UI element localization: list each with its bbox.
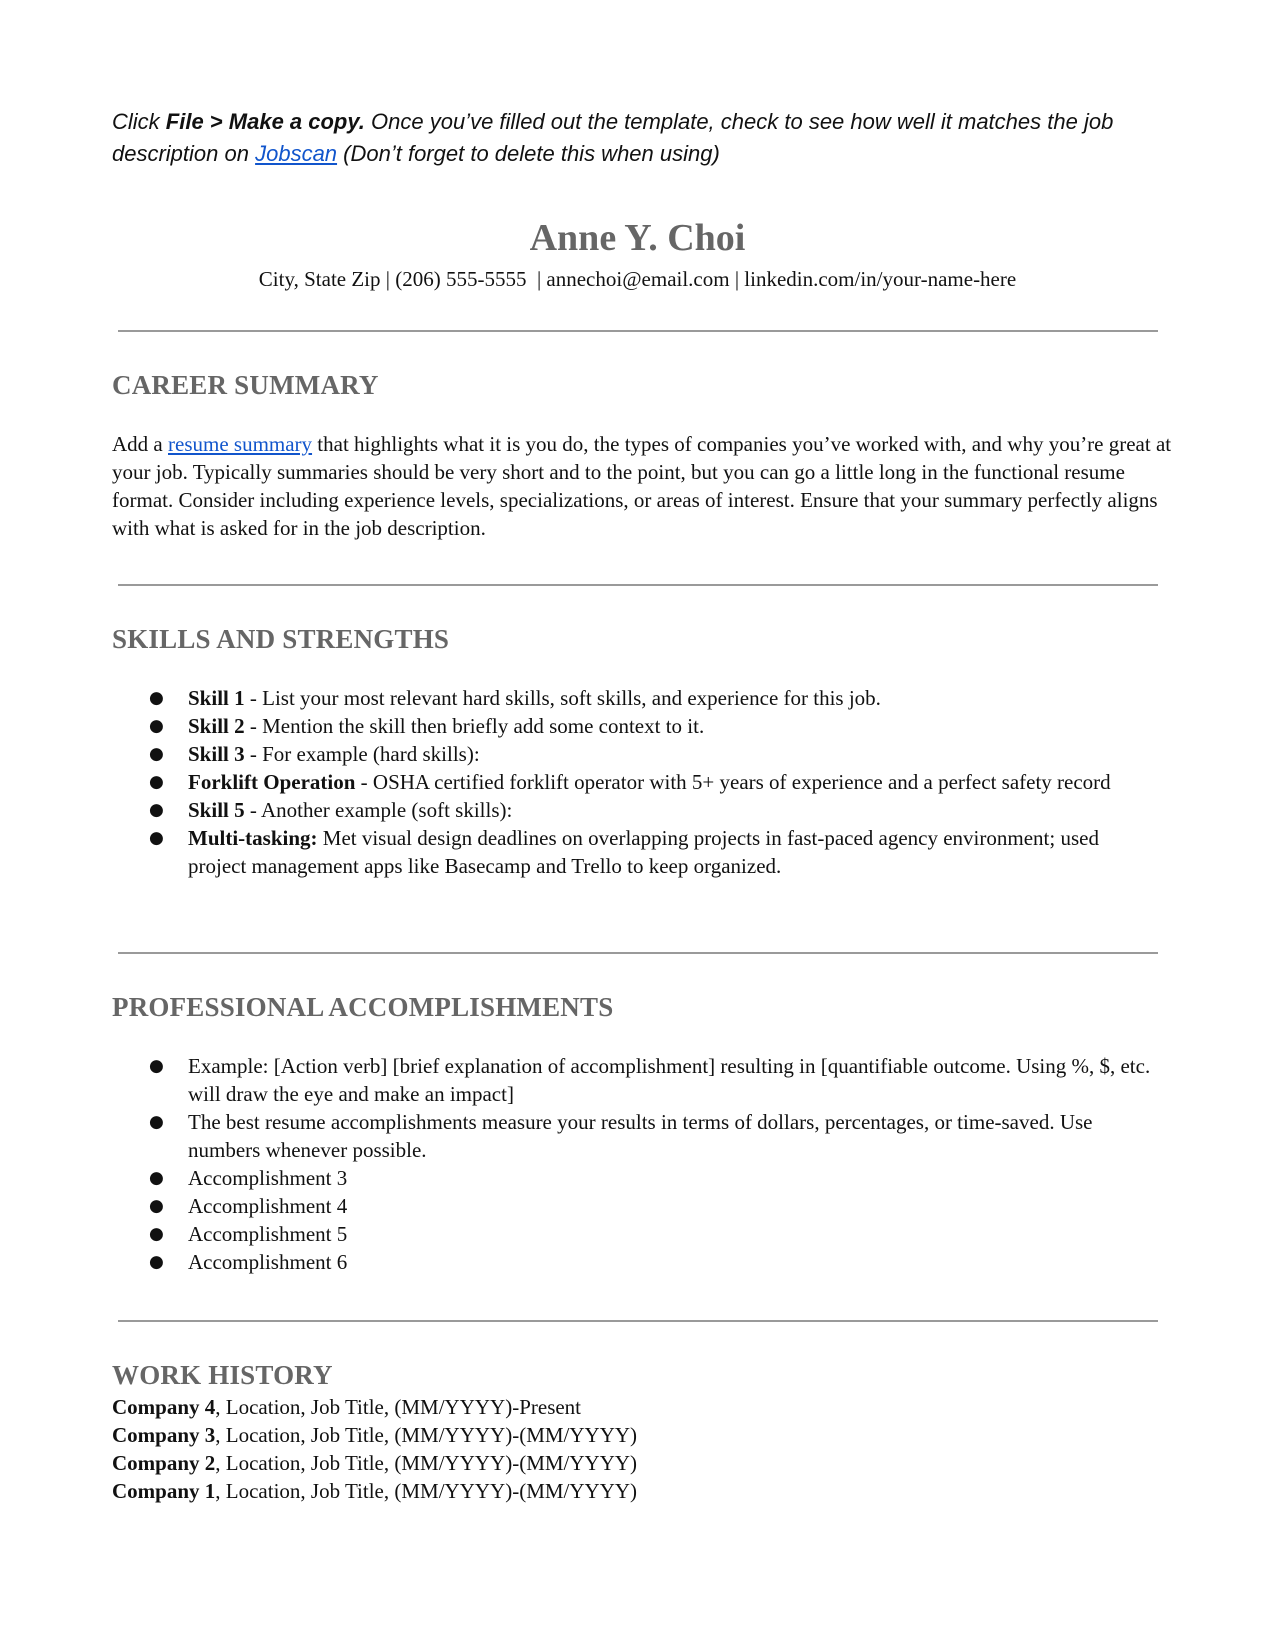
bullet: ● (149, 1056, 164, 1076)
template-instruction (112, 106, 1172, 170)
work-details: , Location, Job Title, (MM/YYYY)-(MM/YYYY) (215, 1451, 638, 1475)
list-item (112, 824, 1158, 880)
contact-line: City, State Zip | (206) 555-5555 | annechoi@email.com | linkedin.com/in/your-name-here (258, 267, 1017, 291)
work-details: , Location, Job Title, (MM/YYYY)-(MM/YYYY) (215, 1423, 638, 1447)
skill-description: - For example (hard skills): (244, 742, 480, 766)
company-name: Company 1 (112, 1479, 216, 1503)
list-item (112, 684, 1158, 712)
bullet: ● (149, 800, 164, 820)
company-name: Company 4 (112, 1395, 216, 1419)
list-item (112, 740, 1158, 768)
bullet: ● (149, 1252, 164, 1272)
list-item (112, 712, 1158, 740)
instruction-text-1: Click (112, 109, 166, 134)
list-item (112, 796, 1158, 824)
summary-text-before: Add a (112, 432, 168, 456)
accomplishment-text: Example: [Action verb] [brief explanation of accomplishment] resulting in [quantifiable outcome. Using %, $, etc. will draw the eye and make an impact] (188, 1054, 1151, 1106)
bullet: ● (149, 688, 164, 708)
career-summary-heading: CAREER SUMMARY (112, 370, 379, 400)
list-item (112, 768, 1158, 796)
skill-description: - Mention the skill then briefly add some context to it. (244, 714, 705, 738)
accomplishment-text: Accomplishment 4 (188, 1194, 348, 1218)
accomplishment-text: Accomplishment 6 (188, 1250, 348, 1274)
skill-description: - OSHA certified forklift operator with 5+ years of experience and a perfect safety record (355, 770, 1111, 794)
bullet: ● (149, 828, 164, 848)
work-entry (112, 1393, 581, 1421)
instruction-make-copy: Make a copy. (228, 109, 365, 134)
resume-summary-link[interactable]: resume summary (168, 432, 313, 456)
skills-heading: SKILLS AND STRENGTHS (112, 624, 450, 654)
bullet: ● (149, 716, 164, 736)
divider (118, 584, 1158, 586)
list-item (112, 1164, 1158, 1192)
instruction-text-3: (Don’t forget to delete this when using) (337, 141, 720, 166)
accomplishments-heading: PROFESSIONAL ACCOMPLISHMENTS (112, 992, 614, 1022)
skill-name: Skill 1 (188, 686, 245, 710)
skill-name: Skill 2 (188, 714, 245, 738)
work-details: , Location, Job Title, (MM/YYYY)-(MM/YYYY) (215, 1479, 638, 1503)
instruction-text-2: Once you’ve filled out the template, check to see how well it matches the job description on (112, 109, 1114, 166)
skill-name: Forklift Operation (188, 770, 356, 794)
skills-list (112, 684, 1172, 880)
work-entry (112, 1449, 637, 1477)
list-item (112, 1248, 1158, 1276)
bullet: ● (149, 1168, 164, 1188)
skill-description: Met visual design deadlines on overlapping projects in fast-paced agency environment; used project management apps like Basecamp and Trello to keep organized. (188, 826, 1099, 878)
jobscan-link[interactable]: Jobscan (255, 141, 338, 166)
work-details: , Location, Job Title, (MM/YYYY)-Present (215, 1395, 582, 1419)
bullet: ● (149, 744, 164, 764)
company-name: Company 3 (112, 1423, 216, 1447)
list-item (112, 1108, 1158, 1164)
bullet: ● (149, 1112, 164, 1132)
divider (118, 952, 1158, 954)
bullet: ● (149, 1224, 164, 1244)
company-name: Company 2 (112, 1451, 216, 1475)
list-item (112, 1052, 1158, 1108)
skill-description: - Another example (soft skills): (244, 798, 513, 822)
list-item (112, 1192, 1158, 1220)
divider (118, 330, 1158, 332)
divider (118, 1320, 1158, 1322)
candidate-name: Anne Y. Choi (529, 217, 746, 259)
instruction-file: File > (165, 109, 229, 134)
list-item (112, 1220, 1158, 1248)
work-history-heading: WORK HISTORY (112, 1360, 333, 1390)
work-entry (112, 1477, 637, 1505)
summary-text-after: that highlights what it is you do, the types of companies you’ve worked with, and why you’re great at your job. Typically summaries should be very short and to the point, but you can go a little long in the functional resume format. Consider including experience levels, specializations, or areas of interest. Ensure that your summary perfectly aligns with what is asked for in the job description. (112, 432, 1172, 540)
accomplishment-text: Accomplishment 5 (188, 1222, 348, 1246)
career-summary-text (112, 430, 1172, 542)
skill-name: Skill 5 (188, 798, 245, 822)
bullet: ● (149, 1196, 164, 1216)
bullet: ● (149, 772, 164, 792)
accomplishments-list (112, 1052, 1172, 1276)
work-entry (112, 1421, 637, 1449)
accomplishment-text: Accomplishment 3 (188, 1166, 348, 1190)
skill-name: Multi-tasking: (188, 826, 318, 850)
skill-name: Skill 3 (188, 742, 245, 766)
skill-description: - List your most relevant hard skills, soft skills, and experience for this job. (244, 686, 881, 710)
accomplishment-text: The best resume accomplishments measure your results in terms of dollars, percentages, or time-saved. Use numbers whenever possible. (188, 1110, 1093, 1162)
